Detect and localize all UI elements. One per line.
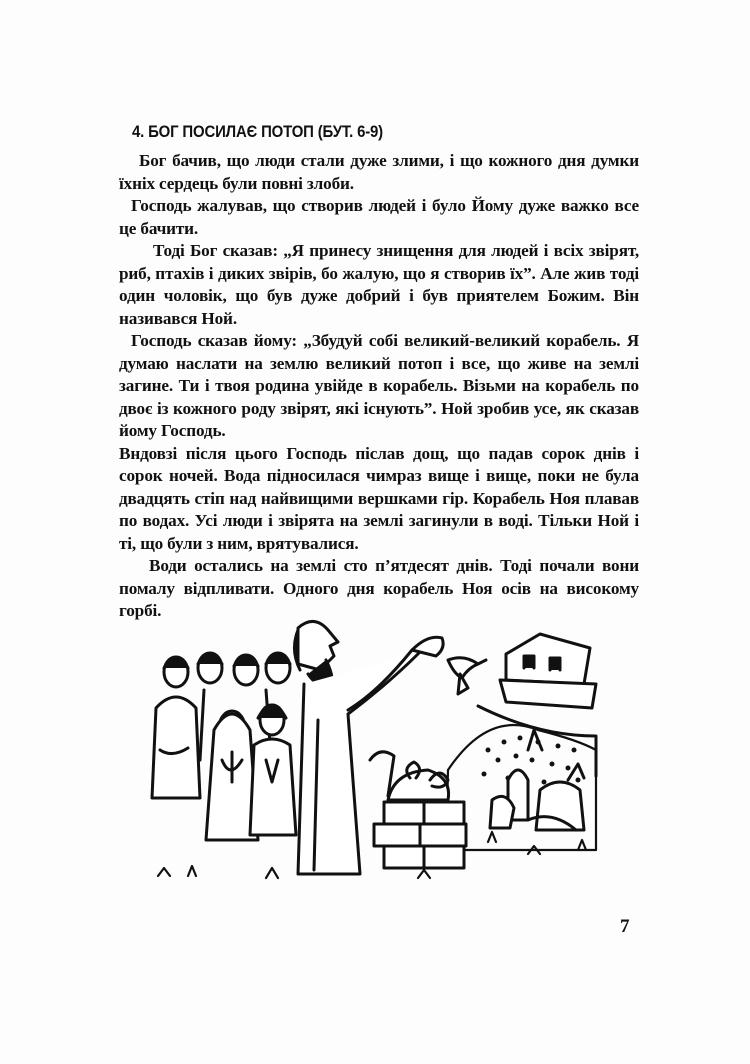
paragraph: Господь жалував, що створив людей і було Йому дуже важко все це бачити. <box>119 196 639 238</box>
noah-illustration <box>148 610 598 885</box>
paragraph: Вндовзі після цього Господь післав дощ, що падав сорок днів і сорок ночей. Вода підносилася чимраз вище і вище, поки не була двадцять стіп над найвищими вершками гір. Корабель Ноя плавав по водах. Усі люди і звірята на землі загинули в воді. Тільки Ной і ті, що були з ним, врятувалися. <box>119 443 639 553</box>
paragraph: Господь сказав йому: „Збудуй собі великий-великий корабель. Я думаю наслати на землю великий потоп і все, що живе на землі загине. Ти і твоя родина увійде в корабель. Візьми на корабель по двоє із кожного роду звірят, які існують”. Ной зробив усе, як сказав йому Господь. <box>119 331 639 440</box>
story-text <box>119 150 639 623</box>
chapter-heading: 4. БОГ ПОСИЛАЄ ПОТОП (БУТ. 6-9) <box>132 122 383 141</box>
family-group <box>152 653 296 840</box>
animals <box>490 730 584 830</box>
altar <box>370 752 466 868</box>
dove-icon <box>448 658 486 694</box>
page-number: 7 <box>620 916 630 937</box>
ark <box>478 634 596 776</box>
paragraph: Води остались на землі сто п’ятдесят днів. Тоді почали вони помалу відпливати. Одного дня корабель Ноя осів на високому горбі. <box>119 556 639 620</box>
paragraph: Бог бачив, що люди стали дуже злими, і що кожного дня думки їхніх сердець були повні злоби. <box>119 151 639 193</box>
paragraph: Тоді Бог сказав: „Я принесу знищення для людей і всіх звірят, риб, птахів і диких звірів, бо жалую, що я створив їх”. Але жив тоді один чоловік, що був дуже добрий і був приятелем Божим. Він називався Ной. <box>119 241 639 328</box>
